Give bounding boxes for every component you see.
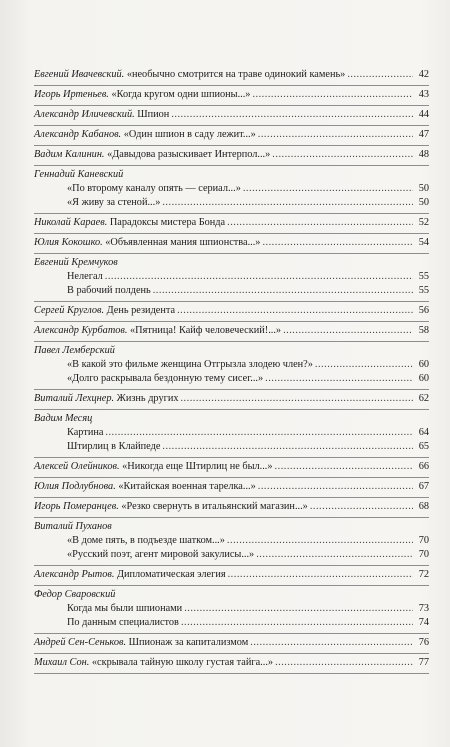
- dot-leader: [162, 196, 413, 210]
- dot-leader: [180, 392, 413, 406]
- toc-entry: [34, 586, 429, 634]
- work-title: Шпион: [137, 109, 170, 120]
- toc-entry: [34, 66, 429, 86]
- dot-leader: [184, 602, 413, 616]
- page-number: 60: [418, 373, 429, 384]
- work-title: «В доме пять, в подъезде шатком...»: [67, 535, 225, 546]
- dot-leader: [227, 534, 413, 548]
- dot-leader: [258, 128, 413, 142]
- page-number: 60: [418, 359, 429, 370]
- dot-leader: [275, 656, 413, 670]
- page-number: 67: [418, 481, 429, 492]
- dot-leader: [171, 108, 413, 122]
- toc-line: [34, 460, 429, 474]
- work-title: «Давыдова разыскивает Интерпол...»: [107, 149, 271, 160]
- toc-entry: [34, 478, 429, 498]
- dot-leader: [315, 358, 413, 372]
- toc-line: [34, 324, 429, 338]
- author-name: Игорь Померанцев.: [34, 501, 119, 512]
- page-number: 74: [418, 617, 429, 628]
- toc-line: [34, 602, 429, 616]
- page-number: 70: [418, 535, 429, 546]
- dot-leader: [250, 636, 413, 650]
- toc-entry: [34, 214, 429, 234]
- dot-leader: [177, 304, 413, 318]
- work-title: Картина: [67, 427, 104, 438]
- dot-leader: [181, 616, 413, 630]
- table-of-contents: [34, 66, 429, 674]
- toc-line: [34, 284, 429, 298]
- dot-leader: [258, 480, 413, 494]
- toc-line: [34, 616, 429, 630]
- author-name: Геннадий Каневский: [34, 169, 124, 180]
- toc-line: [34, 128, 429, 142]
- author-name: Михаил Сон.: [34, 657, 90, 668]
- toc-line: [34, 426, 429, 440]
- author-name: Александр Кабанов.: [34, 129, 122, 140]
- work-title: «Русский поэт, агент мировой закулисы...»: [67, 549, 255, 560]
- work-title: «Когда кругом одни шпионы...»: [111, 89, 251, 100]
- page-number: 68: [418, 501, 429, 512]
- toc-line: [34, 636, 429, 650]
- author-name: Александр Иличевский.: [34, 109, 135, 120]
- dot-leader: [283, 324, 413, 338]
- author-name: Андрей Сен-Сеньков.: [34, 637, 127, 648]
- page-number: 42: [418, 69, 429, 80]
- work-title: Шпионаж за капитализмом: [128, 637, 249, 648]
- toc-entry: [34, 342, 429, 390]
- dot-leader: [227, 216, 413, 230]
- toc-entry: [34, 302, 429, 322]
- toc-entry: [34, 322, 429, 342]
- page-number: 62: [418, 393, 429, 404]
- toc-line: [34, 372, 429, 386]
- dot-leader: [256, 548, 413, 562]
- dot-leader: [153, 284, 413, 298]
- author-name: Юлия Подлубнова.: [34, 481, 116, 492]
- page-number: 70: [418, 549, 429, 560]
- author-name: Алексей Олейников.: [34, 461, 120, 472]
- author-name: Евгений Кремчуков: [34, 257, 118, 268]
- work-title: Штирлиц в Клайпеде: [67, 441, 161, 452]
- toc-line: [34, 358, 429, 372]
- dot-leader: [265, 372, 413, 386]
- toc-entry: [34, 566, 429, 586]
- page-number: 76: [418, 637, 429, 648]
- author-name: Игорь Иртеньев.: [34, 89, 109, 100]
- work-title: «По второму каналу опять — сериал...»: [67, 183, 241, 194]
- toc-line: [34, 656, 429, 670]
- page-number: 55: [418, 285, 429, 296]
- work-title: «Китайская военная тарелка...»: [118, 481, 256, 492]
- author-heading: [34, 588, 429, 602]
- dot-leader: [252, 88, 413, 102]
- work-title: В рабочий полдень: [67, 285, 151, 296]
- dot-leader: [310, 500, 413, 514]
- author-name: Вадим Калинин.: [34, 149, 105, 160]
- toc-entry: [34, 410, 429, 458]
- toc-entry: [34, 254, 429, 302]
- toc-line: [34, 88, 429, 102]
- toc-line: [34, 534, 429, 548]
- toc-entry: [34, 654, 429, 674]
- dot-leader: [347, 68, 413, 82]
- page-number: 56: [418, 305, 429, 316]
- page-number: 52: [418, 217, 429, 228]
- work-title: Дипломатическая элегия: [116, 569, 226, 580]
- page-number: 64: [418, 427, 429, 438]
- toc-entry: [34, 166, 429, 214]
- dot-leader: [105, 426, 413, 440]
- work-title: Нелегал: [67, 271, 103, 282]
- dot-leader: [275, 460, 413, 474]
- work-title: «Один шпион в саду лежит...»: [123, 129, 256, 140]
- page-number: 44: [418, 109, 429, 120]
- page-number: 58: [418, 325, 429, 336]
- work-title: Жизнь других: [116, 393, 179, 404]
- toc-entry: [34, 146, 429, 166]
- author-name: Сергей Круглов.: [34, 305, 105, 316]
- page-number: 73: [418, 603, 429, 614]
- page-number: 43: [418, 89, 429, 100]
- page-number: 65: [418, 441, 429, 452]
- toc-entry: [34, 390, 429, 410]
- work-title: «Пятница! Кайф человеческий!...»: [130, 325, 282, 336]
- toc-line: [34, 500, 429, 514]
- toc-line: [34, 182, 429, 196]
- work-title: «В какой это фильме женщина Отгрызла злодею член?»: [67, 359, 313, 370]
- toc-line: [34, 270, 429, 284]
- dot-leader: [262, 236, 413, 250]
- author-name: Павел Лемберский: [34, 345, 115, 356]
- page-number: 72: [418, 569, 429, 580]
- page-number: 50: [418, 197, 429, 208]
- author-name: Николай Караев.: [34, 217, 108, 228]
- toc-line: [34, 568, 429, 582]
- toc-entry: [34, 634, 429, 654]
- work-title: «Резко свернуть в итальянский магазин...»: [121, 501, 308, 512]
- page-number: 48: [418, 149, 429, 160]
- toc-line: [34, 196, 429, 210]
- author-heading: [34, 344, 429, 358]
- work-title: «скрывала тайную школу густая тайга...»: [91, 657, 274, 668]
- work-title: По данным специалистов: [67, 617, 179, 628]
- toc-line: [34, 304, 429, 318]
- page-number: 50: [418, 183, 429, 194]
- author-name: Федор Сваровский: [34, 589, 116, 600]
- author-name: Виталий Лехцнер.: [34, 393, 115, 404]
- author-name: Юлия Кокошко.: [34, 237, 103, 248]
- dot-leader: [272, 148, 413, 162]
- dot-leader: [162, 440, 413, 454]
- author-name: Виталий Пуханов: [34, 521, 112, 532]
- work-title: «необычно смотрится на траве одинокий камень»: [126, 69, 346, 80]
- toc-line: [34, 108, 429, 122]
- toc-line: [34, 440, 429, 454]
- toc-entry: [34, 86, 429, 106]
- dot-leader: [228, 568, 413, 582]
- toc-entry: [34, 458, 429, 478]
- toc-line: [34, 480, 429, 494]
- work-title: «Долго раскрывала бездонную тему сисег...»: [67, 373, 264, 384]
- work-title: Парадоксы мистера Бонда: [109, 217, 226, 228]
- toc-entry: [34, 126, 429, 146]
- dot-leader: [105, 270, 413, 284]
- toc-line: [34, 68, 429, 82]
- work-title: Когда мы были шпионами: [67, 603, 183, 614]
- toc-line: [34, 236, 429, 250]
- toc-line: [34, 392, 429, 406]
- dot-leader: [243, 182, 413, 196]
- toc-line: [34, 148, 429, 162]
- toc-entry: [34, 106, 429, 126]
- toc-line: [34, 216, 429, 230]
- work-title: «Никогда еще Штирлиц не был...»: [122, 461, 273, 472]
- author-name: Вадим Месяц: [34, 413, 93, 424]
- toc-line: [34, 548, 429, 562]
- page-number: 77: [418, 657, 429, 668]
- toc-entry: [34, 498, 429, 518]
- author-name: Александр Рытов.: [34, 569, 115, 580]
- work-title: «Объявленная мания шпионства...»: [105, 237, 261, 248]
- author-heading: [34, 412, 429, 426]
- page-number: 54: [418, 237, 429, 248]
- page-number: 47: [418, 129, 429, 140]
- page-number: 66: [418, 461, 429, 472]
- author-heading: [34, 256, 429, 270]
- author-name: Евгений Ивачевский.: [34, 69, 125, 80]
- author-heading: [34, 168, 429, 182]
- author-heading: [34, 520, 429, 534]
- toc-entry: [34, 234, 429, 254]
- author-name: Александр Курбатов.: [34, 325, 128, 336]
- work-title: «Я живу за стеной...»: [67, 197, 161, 208]
- page-number: 55: [418, 271, 429, 282]
- toc-entry: [34, 518, 429, 566]
- work-title: День резидента: [106, 305, 176, 316]
